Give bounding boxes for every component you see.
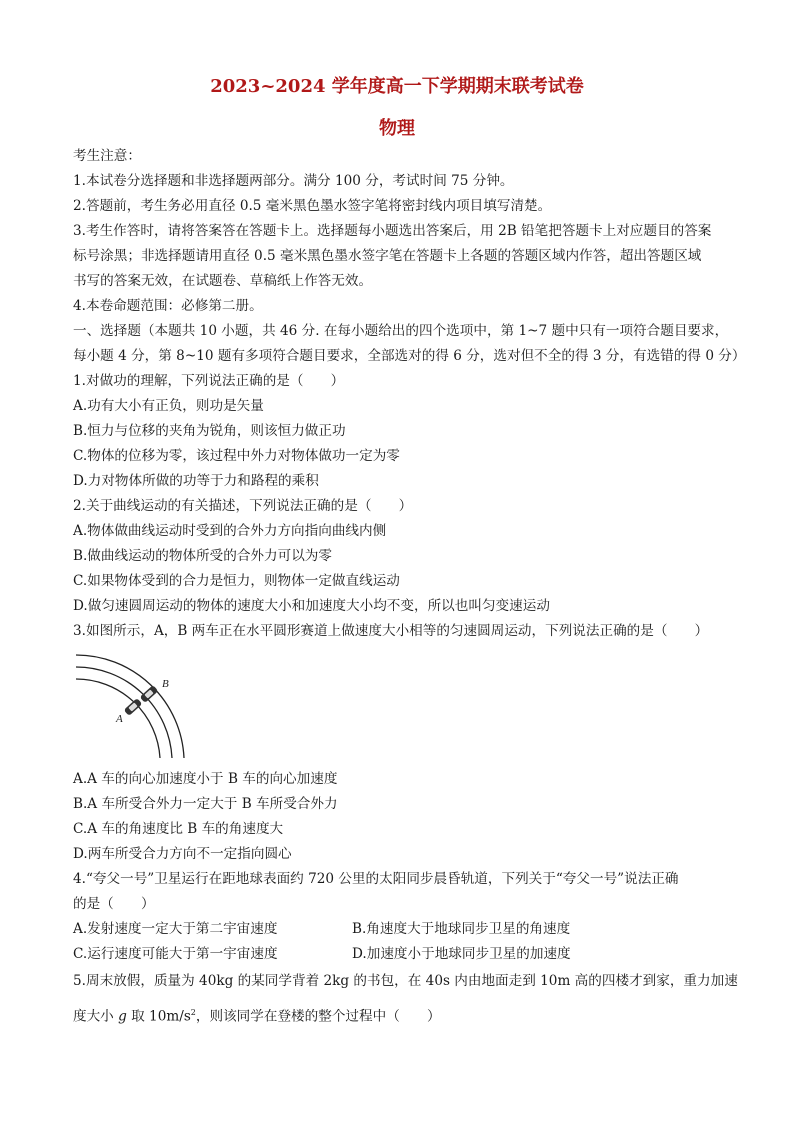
q4-option-c: C.运行速度可能大于第一宇宙速度 (73, 946, 278, 962)
section-heading: 一、选择题（本题共 10 小题，共 46 分. 在每小题给出的四个选项中，第 1~7 题中只有一项符合题目要求， (73, 323, 729, 339)
q3-option-d: D.两车所受合力方向不一定指向圆心 (73, 846, 292, 862)
subject-title: 物理 (379, 118, 415, 139)
notice-item: 标号涂黑；非选择题请用直径 0.5 毫米黑色墨水签字笔在答题卡上各题的答题区域内作答，超出答题区域 (73, 248, 702, 264)
q4-option-a: A.发射速度一定大于第二宇宙速度 (73, 921, 278, 937)
question-1-stem: 1.对做功的理解，下列说法正确的是（ ） (73, 373, 345, 389)
q5-text-post: ，则该同学在登楼的整个过程中（ ） (195, 1008, 441, 1025)
question-4-stem-cont: 的是（ ） (73, 896, 155, 912)
question-3-stem: 3.如图所示，A，B 两车正在水平圆形赛道上做速度大小相等的匀速圆周运动，下列说法正确的是（ ） (73, 623, 709, 639)
q3-option-b: B.A 车所受合外力一定大于 B 车所受合外力 (73, 796, 338, 812)
notice-heading: 考生注意： (73, 148, 141, 164)
question-4-stem: 4.“夸父一号”卫星运行在距地球表面约 720 公里的太阳同步晨昏轨道，下列关于“夸父一号”说法正确 (73, 871, 679, 887)
q5-text-pre: 度大小 (73, 1008, 119, 1025)
question-5-stem: 5.周末放假，质量为 40kg 的某同学背着 2kg 的书包，在 40s 内由地面走到 10m 高的四楼才到家，重力加速 (73, 973, 738, 989)
q5-text-mid: 取 10m/s (126, 1008, 191, 1025)
q5-symbol-g: g (118, 1008, 127, 1025)
q5-superscript: 2 (190, 1008, 196, 1017)
notice-item: 3.考生作答时，请将答案答在答题卡上。选择题每小题选出答案后，用 2B 铅笔把答题卡上对应题目的答案 (73, 223, 712, 239)
section-heading-cont: 每小题 4 分，第 8~10 题有多项符合题目要求，全部选对的得 6 分，选对但不全的得 3 分，有选错的得 0 分） (73, 348, 746, 364)
q2-option-d: D.做匀速圆周运动的物体的速度大小和加速度大小均不变，所以也叫匀变速运动 (73, 598, 550, 614)
label-a: A (116, 713, 123, 725)
notice-item: 书写的答案无效，在试题卷、草稿纸上作答无效。 (73, 273, 373, 289)
q2-option-c: C.如果物体受到的合力是恒力，则物体一定做直线运动 (73, 573, 400, 589)
race-track-figure (72, 652, 187, 762)
exam-title: 2023~2024 学年度高一下学期期末联考试卷 (210, 76, 584, 97)
notice-item: 4.本卷命题范围：必修第二册。 (73, 298, 263, 314)
q3-option-c: C.A 车的角速度比 B 车的角速度大 (73, 821, 284, 837)
q3-option-a: A.A 车的向心加速度小于 B 车的向心加速度 (73, 771, 338, 787)
q4-option-b: B.角速度大于地球同步卫星的角速度 (352, 921, 571, 937)
q2-option-a: A.物体做曲线运动时受到的合外力方向指向曲线内侧 (73, 523, 387, 539)
question-5-stem-cont (73, 1004, 441, 1026)
notice-item: 2.答题前，考生务必用直径 0.5 毫米黑色墨水签字笔将密封线内项目填写清楚。 (73, 198, 552, 214)
q1-option-a: A.功有大小有正负，则功是矢量 (73, 398, 264, 414)
q1-option-b: B.恒力与位移的夹角为锐角，则该恒力做正功 (73, 423, 346, 439)
q1-option-c: C.物体的位移为零，该过程中外力对物体做功一定为零 (73, 448, 400, 464)
question-2-stem: 2.关于曲线运动的有关描述，下列说法正确的是（ ） (73, 498, 413, 514)
q2-option-b: B.做曲线运动的物体所受的合外力可以为零 (73, 548, 332, 564)
q1-option-d: D.力对物体所做的功等于力和路程的乘积 (73, 473, 319, 489)
label-b: B (162, 678, 169, 690)
notice-item: 1.本试卷分选择题和非选择题两部分。满分 100 分，考试时间 75 分钟。 (73, 173, 514, 189)
q4-option-d: D.加速度小于地球同步卫星的加速度 (352, 946, 571, 962)
